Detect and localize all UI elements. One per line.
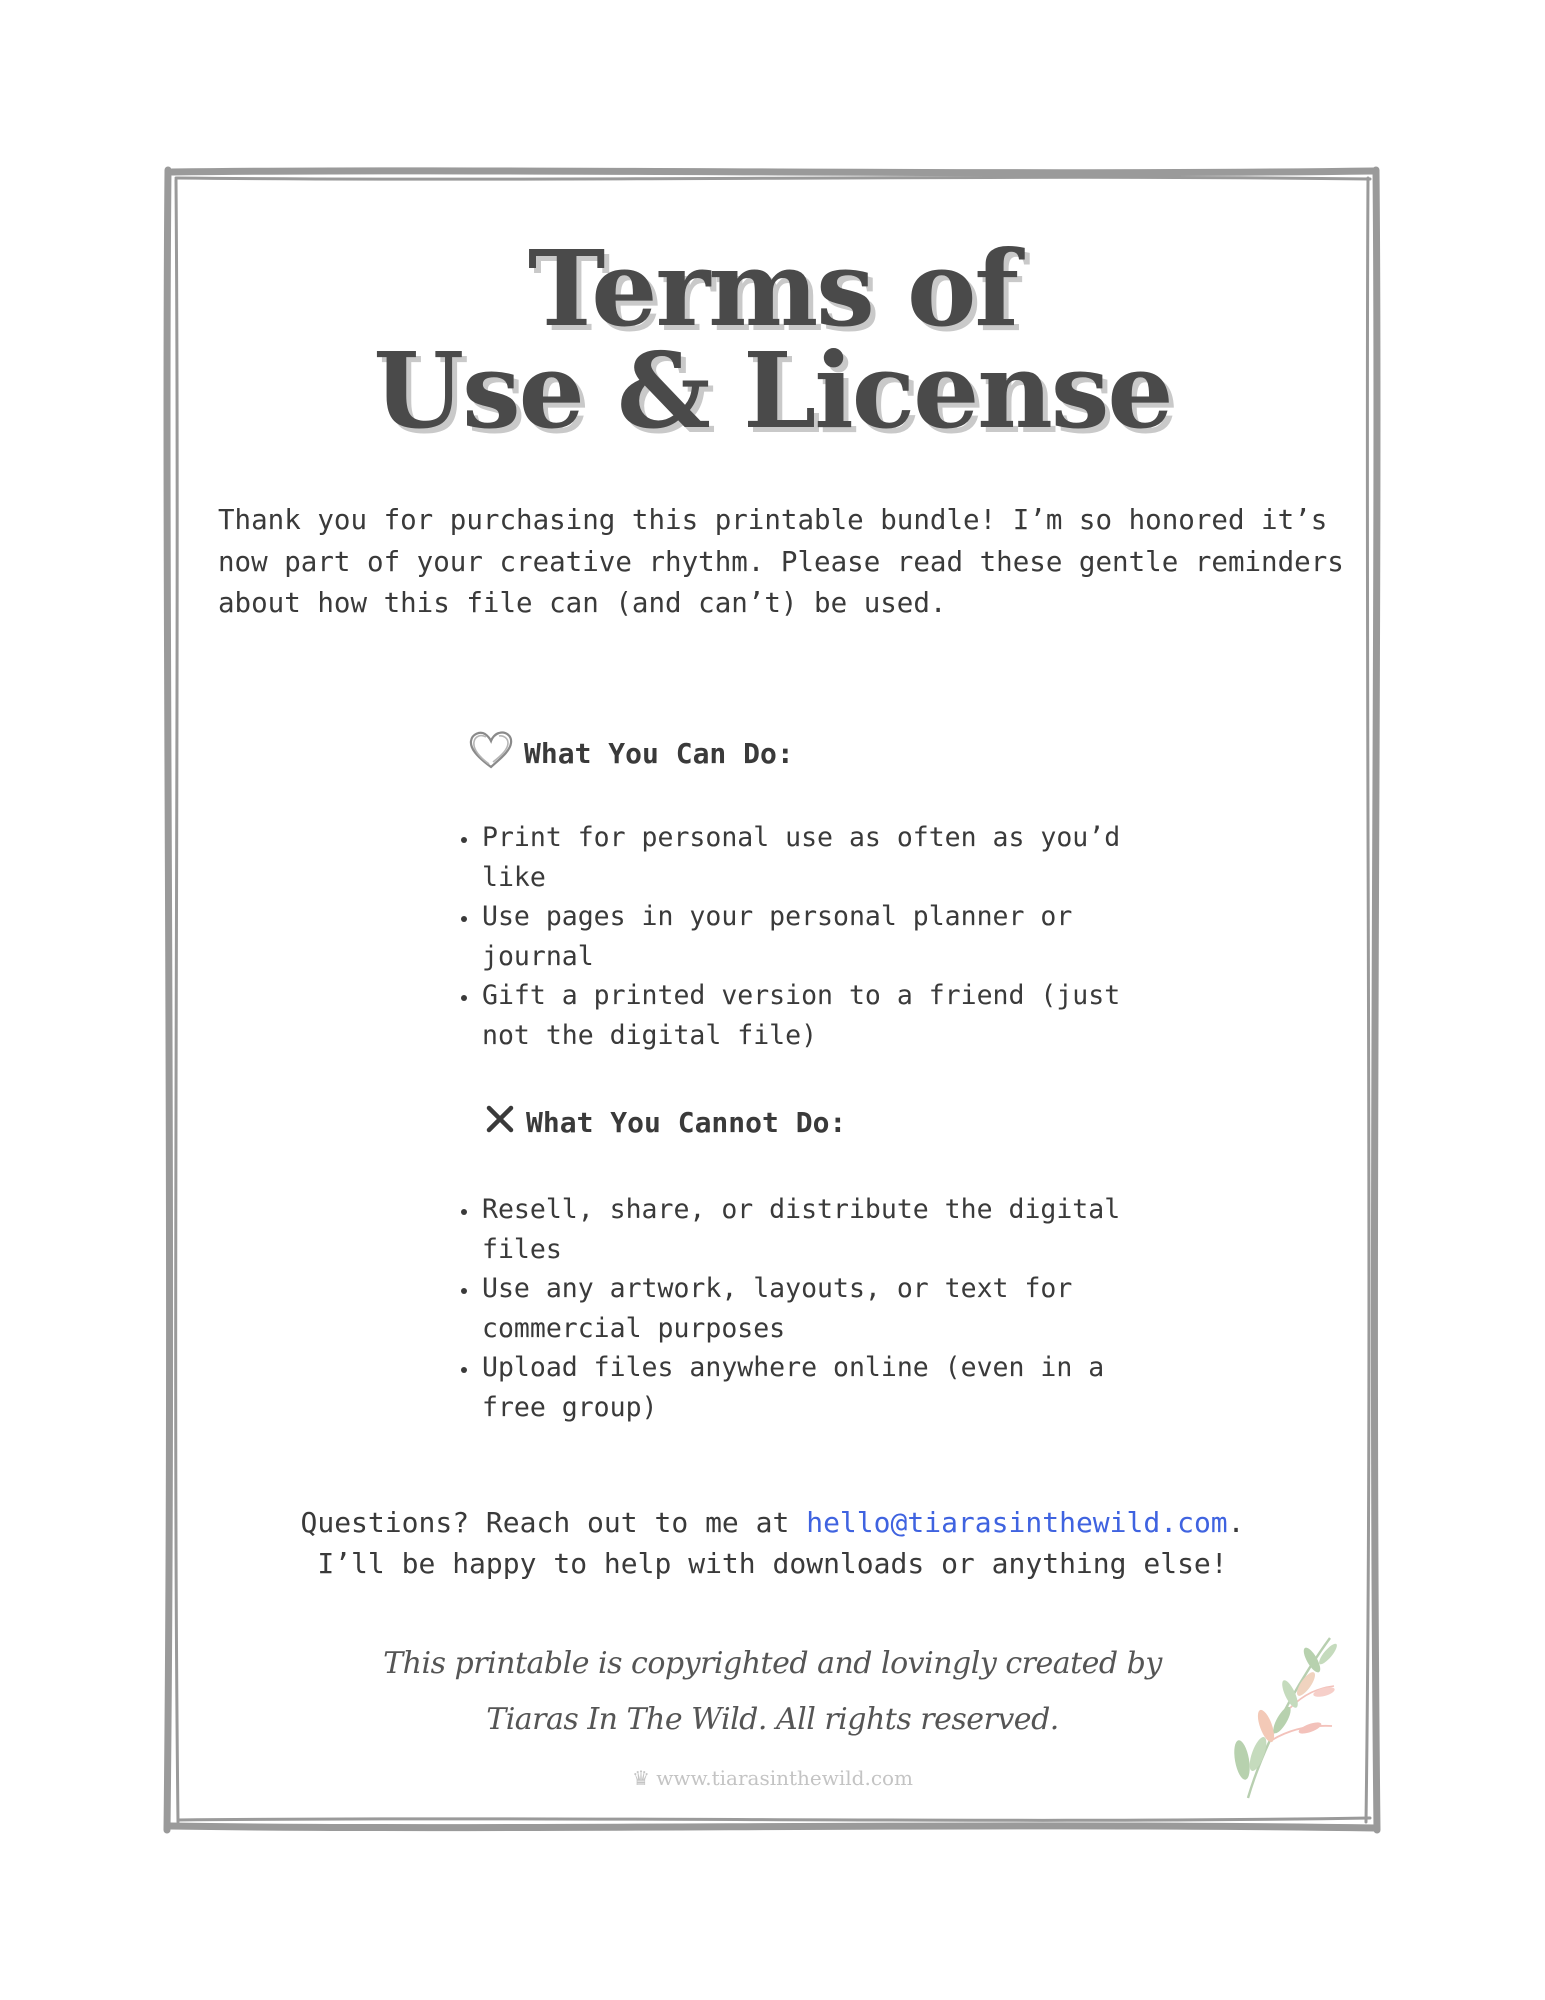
contact-text: Questions? Reach out to me at xyxy=(300,1506,807,1539)
intro-paragraph: Thank you for purchasing this printable bundle! I’m so honored it’s now part of your creative rhythm. Please read these gentle reminders about how this file can (and can’t) be used. xyxy=(218,504,1344,619)
contact-period: . xyxy=(1227,1506,1245,1539)
list-item: • Print for personal use as often as you’d like xyxy=(480,818,1160,897)
website-url: www.tiarasinthewild.com xyxy=(656,1766,914,1790)
can-do-list xyxy=(452,818,1160,1055)
email-link[interactable]: hello@tiarasinthewild.com xyxy=(806,1506,1228,1539)
contact-line-2: I’ll be happy to help with downloads or anything else! xyxy=(317,1547,1228,1580)
list-item: • Resell, share, or distribute the digital files xyxy=(480,1190,1160,1269)
cannot-do-heading xyxy=(484,1103,846,1142)
title-line-2: Use & License xyxy=(373,329,1172,452)
contact-paragraph xyxy=(0,1502,1545,1584)
list-item: • Gift a printed version to a friend (just not the digital file) xyxy=(480,976,1160,1055)
cannot-do-list xyxy=(452,1190,1160,1427)
copyright-line-1: This printable is copyrighted and lovingly created by xyxy=(383,1646,1162,1681)
leaf-sprig-icon xyxy=(1232,1630,1342,1800)
can-do-heading xyxy=(468,730,794,777)
copyright-line-2: Tiaras In The Wild. All rights reserved. xyxy=(486,1702,1059,1737)
list-item: • Upload files anywhere online (even in a free group) xyxy=(480,1348,1160,1427)
heart-icon xyxy=(468,730,514,777)
title-line-1: Terms of xyxy=(527,227,1018,350)
tiara-icon: ♛ xyxy=(631,1766,650,1790)
cannot-do-heading-text: What You Cannot Do: xyxy=(526,1106,847,1139)
list-item: • Use pages in your personal planner or journal xyxy=(480,897,1160,976)
list-item: • Use any artwork, layouts, or text for commercial purposes xyxy=(480,1269,1160,1348)
x-icon xyxy=(484,1103,516,1142)
can-do-heading-text: What You Can Do: xyxy=(524,737,794,770)
page-title xyxy=(0,227,1545,452)
